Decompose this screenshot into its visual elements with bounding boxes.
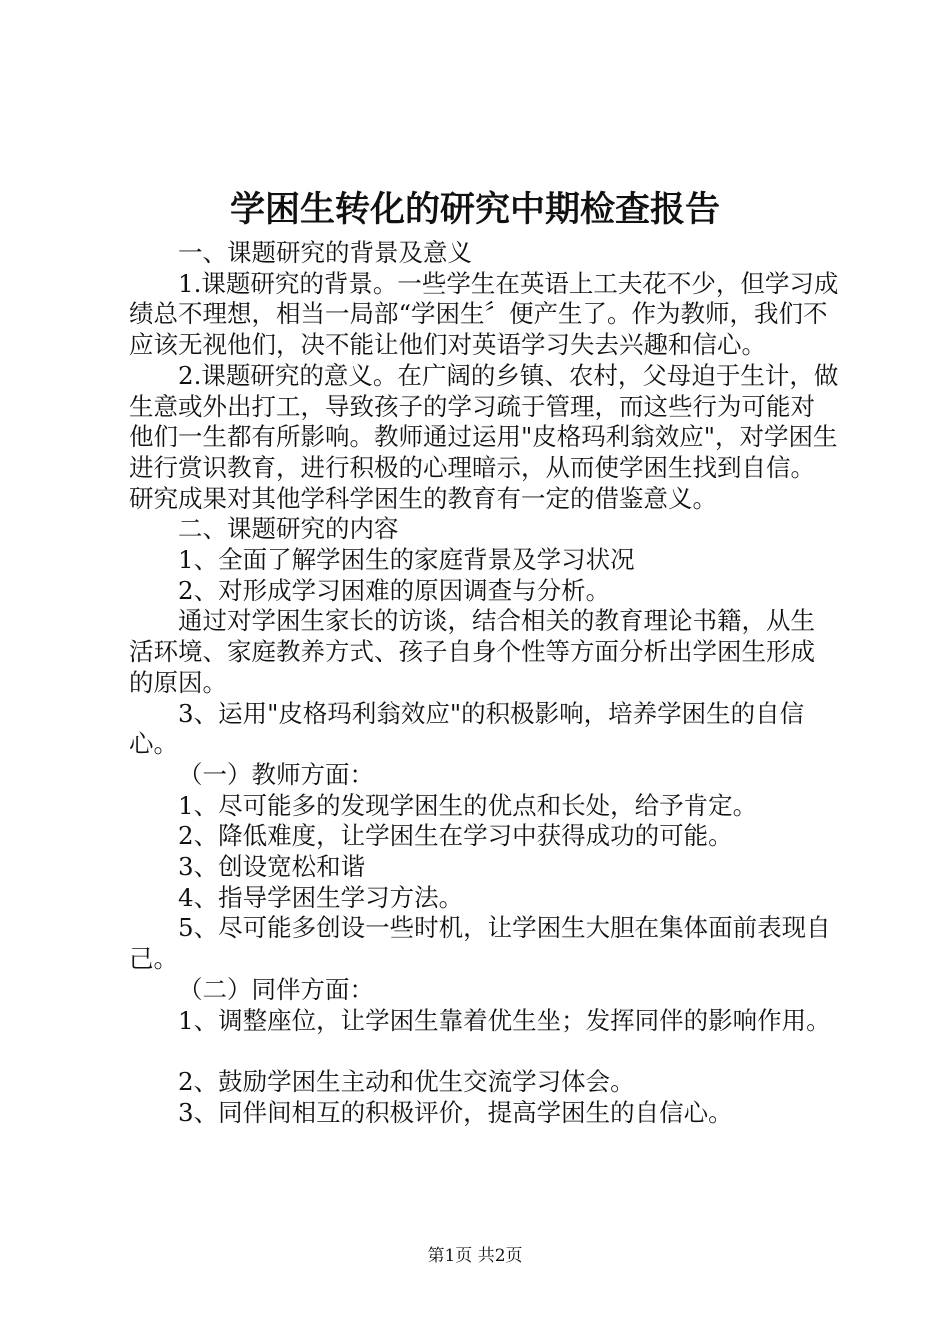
list-item: 3、运用"皮格玛利翁效应"的积极影响，培养学困生的自信心。 (129, 698, 805, 759)
list-item: 3、创设宽松和谐 (178, 852, 366, 882)
list-item: 1、尽可能多的发现学困生的优点和长处，给予肯定。 (178, 790, 758, 820)
list-item: 3、同伴间相互的积极评价，提高学困生的自信心。 (178, 1097, 733, 1127)
paragraph-significance: 2.课题研究的意义。在广阔的乡镇、农村，父母迫于生计，做生意或外出打工，导致孩子的学习疏于管理，而这些行为可能对他们一生都有所影响。教师通过运用"皮格玛利翁效应"，对学困生进行赏识教育，进行积极的心理暗示，从而使学困生找到自信。研究成果对其他学科学困生的教育有一定的借鉴意义。 (129, 360, 839, 513)
document-title: 学困生转化的研究中期检查报告 (229, 189, 720, 230)
section-heading-content: 二、课题研究的内容 (178, 514, 399, 544)
paragraph-interview: 通过对学困生家长的访谈，结合相关的教育理论书籍，从生活环境、家庭教养方式、孩子自身个性等方面分析出学困生形成的原因。 (129, 606, 815, 697)
list-item: 2、鼓励学困生主动和优生交流学习体会。 (178, 1066, 635, 1096)
blank-line (129, 1036, 839, 1067)
list-item: 2、对形成学习困难的原因调查与分析。 (178, 575, 611, 605)
subsection-heading-teacher: （一）教师方面： (178, 759, 374, 789)
page-footer: 第1页 共2页 (427, 1246, 523, 1266)
list-item: 2、降低难度，让学困生在学习中获得成功的可能。 (178, 821, 733, 851)
list-item: 1、调整座位，让学困生靠着优生坐；发挥同伴的影响作用。 (178, 1005, 831, 1035)
paragraph-background: 1.课题研究的背景。一些学生在英语上工夫花不少，但学习成绩总不理想，相当一局部“学困生〞便产生了。作为教师，我们不应该无视他们，决不能让他们对英语学习失去兴趣和信心。 (129, 268, 839, 360)
list-item: 5、尽可能多创设一些时机，让学困生大胆在集体面前表现自己。 (129, 913, 831, 974)
list-item: 1、全面了解学困生的家庭背景及学习状况 (178, 545, 635, 575)
list-item: 4、指导学困生学习方法。 (178, 882, 464, 912)
document-body (129, 238, 839, 1128)
subsection-heading-peer: （二）同伴方面： (178, 974, 374, 1004)
section-heading-background: 一、课题研究的背景及意义 (178, 238, 472, 267)
